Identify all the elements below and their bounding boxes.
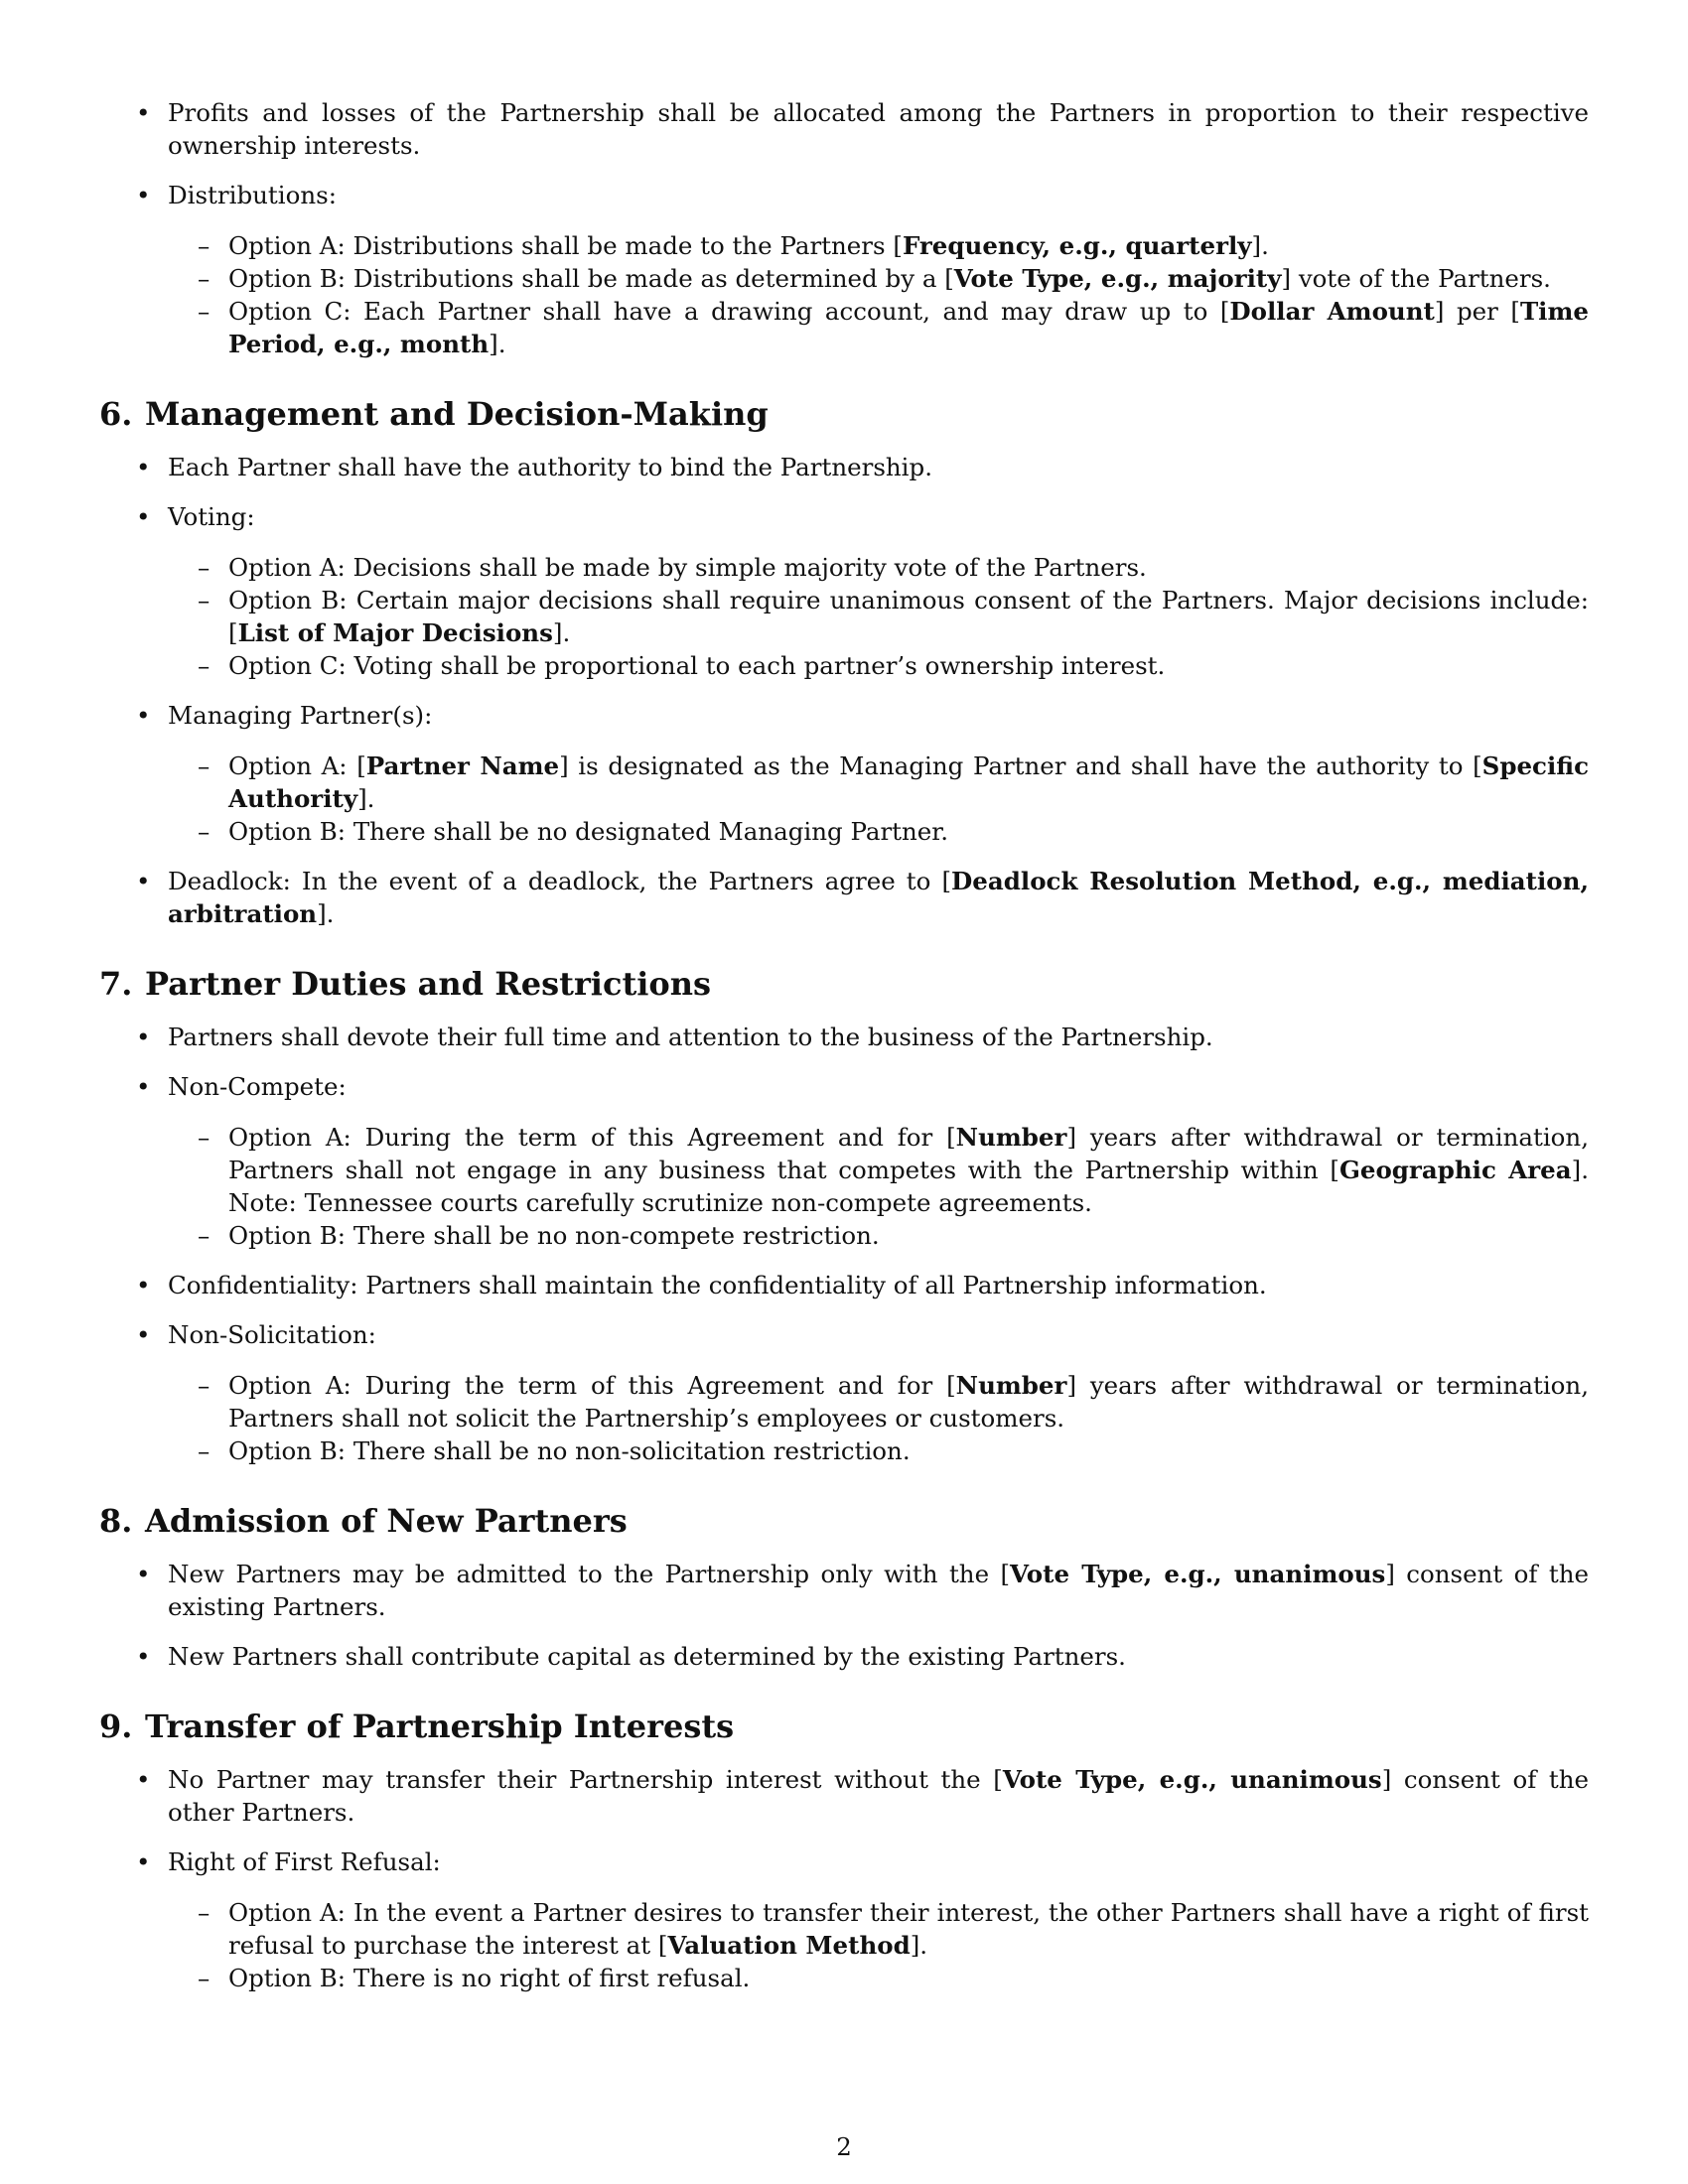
list-item: • No Partner may transfer their Partnership interest without the [Vote Type, e.g., unanimous] consent of the other Partners. <box>99 1763 1589 1829</box>
option-item: – Option C: Voting shall be proportional to each partner’s ownership interest. <box>168 649 1589 682</box>
option-item: – Option A: [Partner Name] is designated as the Managing Partner and shall have the authority to [Specific Authority]. <box>168 750 1589 815</box>
option-item: – Option A: During the term of this Agreement and for [Number] years after withdrawal or termination, Partners shall not solicit the Partnership’s employees or customers. <box>168 1369 1589 1434</box>
document-page <box>99 96 1589 2011</box>
option-item: – Option A: Distributions shall be made to the Partners [Frequency, e.g., quarterly]. <box>168 229 1589 262</box>
section-9-list <box>99 1763 1589 1994</box>
list-item: • Distributions: – Option A: Distributions shall be made to the Partners [Frequency, e.g., quarterly]. – Option B: Distributions shall be made as determined by a [Vote Type, e.g., majority] vote of the Partners. – Option C: Each Partner shall have a drawing account, and may draw up to [Dollar Amount] per [Time Period, e.g., month]. <box>99 179 1589 360</box>
section-8-list <box>99 1558 1589 1673</box>
list-item: • Non-Compete: – Option A: During the term of this Agreement and for [Number] years after withdrawal or termination, Partners shall not engage in any business that competes with the Partnership within [Geographic Area]. Note: Tennessee courts carefully scrutinize non-compete agreements. – Option B: There shall be no non-compete restriction. <box>99 1070 1589 1252</box>
list-item: • Non-Solicitation: – Option A: During the term of this Agreement and for [Number] years after withdrawal or termination, Partners shall not solicit the Partnership’s employees or customers. – Option B: There shall be no non-solicitation restriction. <box>99 1318 1589 1467</box>
list-item: • Confidentiality: Partners shall maintain the confidentiality of all Partnership information. <box>99 1269 1589 1301</box>
option-item: – Option B: There shall be no designated Managing Partner. <box>168 815 1589 848</box>
option-item: – Option B: There shall be no non-compete restriction. <box>168 1219 1589 1252</box>
list-item: • Each Partner shall have the authority to bind the Partnership. <box>99 451 1589 483</box>
allocation-list <box>99 96 1589 360</box>
managing-options <box>168 750 1589 848</box>
section-6-list <box>99 451 1589 930</box>
section-heading: 7. Partner Duties and Restrictions <box>99 965 711 1003</box>
nonsolicit-options <box>168 1369 1589 1467</box>
list-item: • Right of First Refusal: – Option A: In the event a Partner desires to transfer their interest, the other Partners shall have a right of first refusal to purchase the interest at [Valuation Method]. – Option B: There is no right of first refusal. <box>99 1845 1589 1994</box>
option-item: – Option B: There is no right of first refusal. <box>168 1962 1589 1994</box>
option-item: – Option B: There shall be no non-solicitation restriction. <box>168 1434 1589 1467</box>
section-7-list <box>99 1021 1589 1467</box>
list-item: • Deadlock: In the event of a deadlock, the Partners agree to [Deadlock Resolution Method, e.g., mediation, arbitration]. <box>99 865 1589 930</box>
option-item: – Option A: In the event a Partner desires to transfer their interest, the other Partners shall have a right of first refusal to purchase the interest at [Valuation Method]. <box>168 1896 1589 1962</box>
option-item: – Option C: Each Partner shall have a drawing account, and may draw up to [Dollar Amount] per [Time Period, e.g., month]. <box>168 295 1589 360</box>
option-item: – Option A: Decisions shall be made by simple majority vote of the Partners. <box>168 551 1589 584</box>
section-heading: 9. Transfer of Partnership Interests <box>99 1707 735 1745</box>
option-item: – Option B: Certain major decisions shall require unanimous consent of the Partners. Major decisions include: [List of Major Decisions]. <box>168 584 1589 649</box>
list-item: • New Partners shall contribute capital as determined by the existing Partners. <box>99 1640 1589 1673</box>
voting-options <box>168 551 1589 682</box>
distribution-options <box>168 229 1589 360</box>
list-item: • Partners shall devote their full time and attention to the business of the Partnership. <box>99 1021 1589 1053</box>
list-item: • Profits and losses of the Partnership shall be allocated among the Partners in proportion to their respective ownership interests. <box>99 96 1589 162</box>
list-item: • Voting: – Option A: Decisions shall be made by simple majority vote of the Partners. – Option B: Certain major decisions shall require unanimous consent of the Partners. Major decisions include: [List of Major Decisions]. – Option C: Voting shall be proportional to each partner’s ownership interest. <box>99 500 1589 682</box>
option-item: – Option A: During the term of this Agreement and for [Number] years after withdrawal or termination, Partners shall not engage in any business that competes with the Partnership within [Geographic Area]. Note: Tennessee courts carefully scrutinize non-compete agreements. <box>168 1121 1589 1219</box>
section-heading: 6. Management and Decision-Making <box>99 395 769 433</box>
list-item: • Managing Partner(s): – Option A: [Partner Name] is designated as the Managing Partner and shall have the authority to [Specific Authority]. – Option B: There shall be no designated Managing Partner. <box>99 699 1589 848</box>
list-item: • New Partners may be admitted to the Partnership only with the [Vote Type, e.g., unanimous] consent of the existing Partners. <box>99 1558 1589 1623</box>
rofr-options <box>168 1896 1589 1994</box>
section-heading: 8. Admission of New Partners <box>99 1502 628 1540</box>
option-item: – Option B: Distributions shall be made as determined by a [Vote Type, e.g., majority] vote of the Partners. <box>168 262 1589 295</box>
page-number: 2 <box>836 2132 852 2161</box>
noncompete-options <box>168 1121 1589 1252</box>
